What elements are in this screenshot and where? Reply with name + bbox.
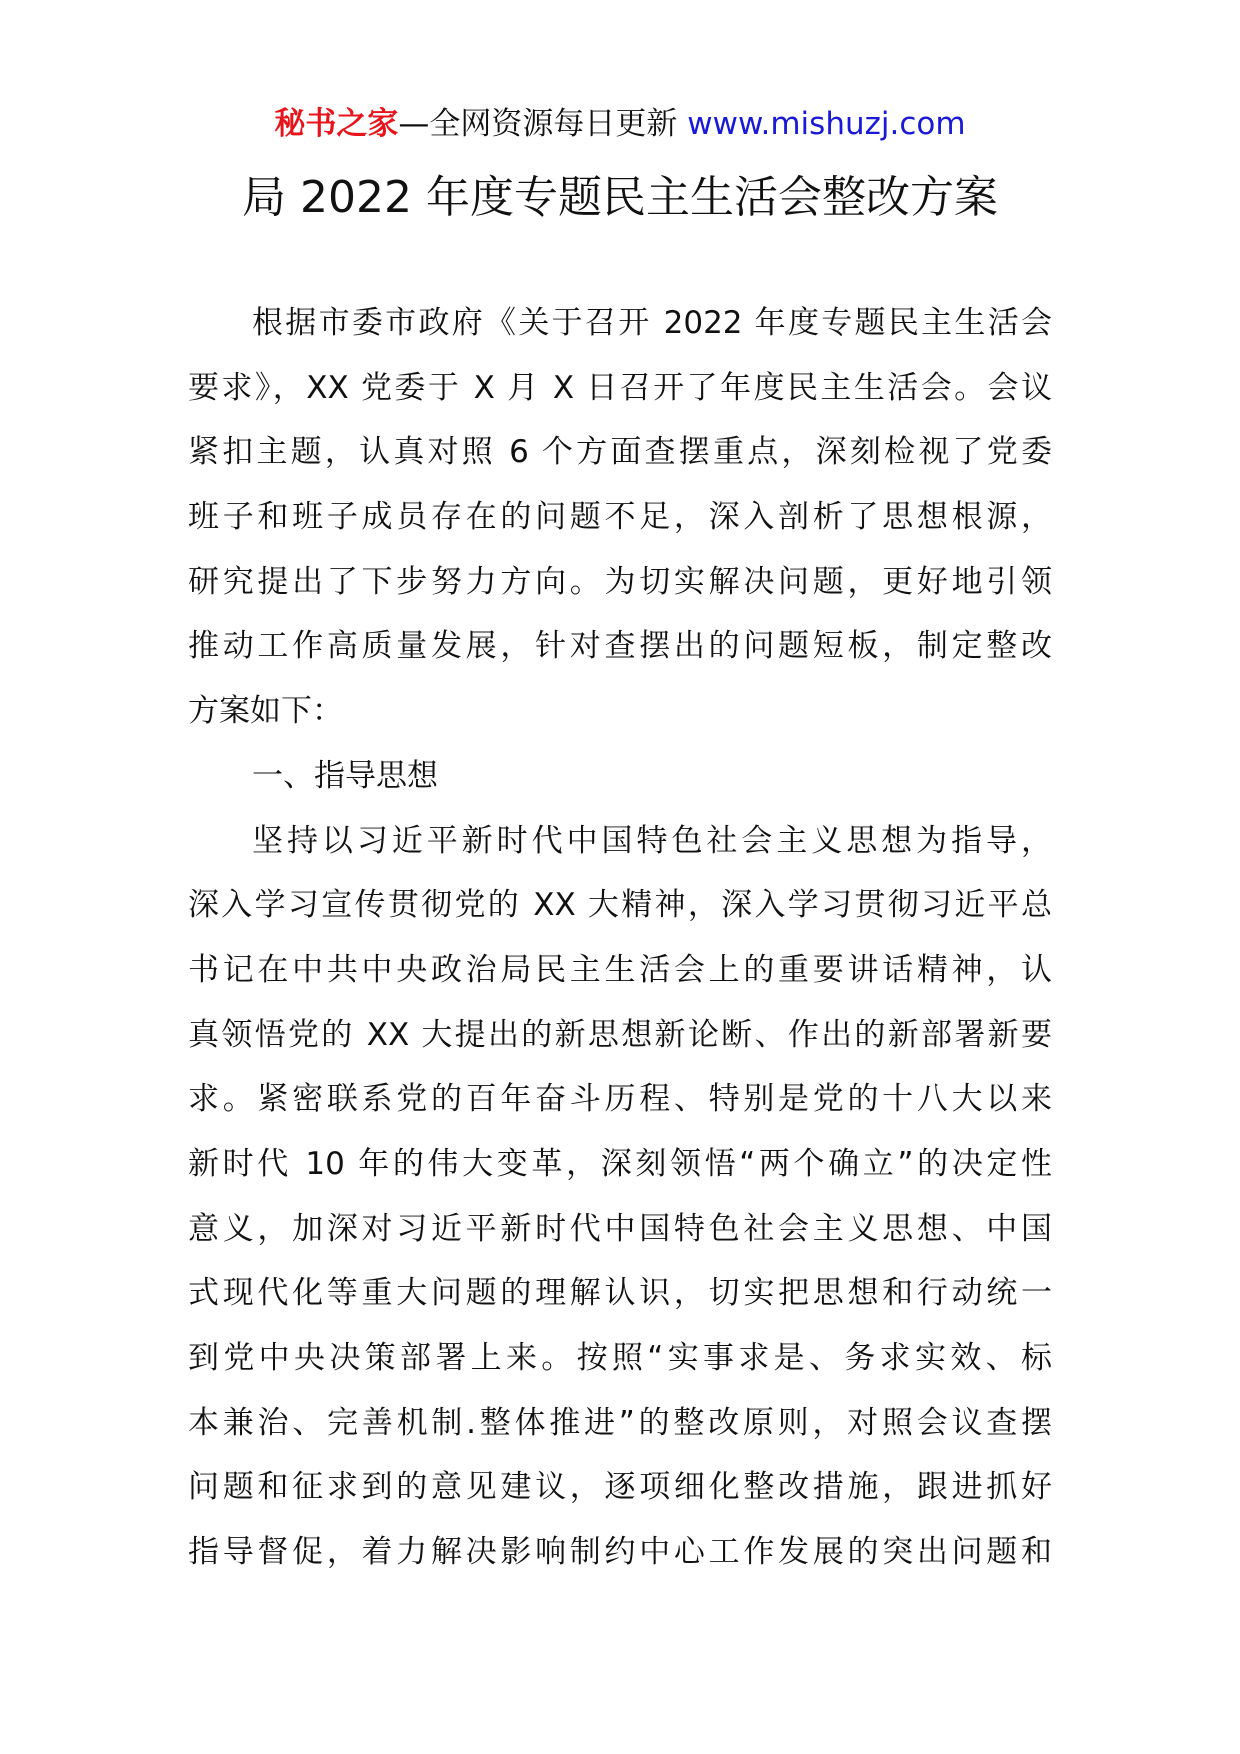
paragraph-line: 根据市委市政府《关于召开 2022 年度专题民主生活会: [252, 305, 1052, 341]
paragraph-line: 班子和班子成员存在的问题不足，深入剖析了思想根源，: [188, 499, 1052, 536]
paragraph-line: 式现代化等重大问题的理解认识，切实把思想和行动统一: [188, 1275, 1052, 1312]
paragraph-line: 意义，加深对习近平新时代中国特色社会主义思想、中国: [188, 1210, 1052, 1247]
paragraph-line: 指导督促，着力解决影响制约中心工作发展的突出问题和: [188, 1534, 1052, 1571]
paragraph-line: 研究提出了下步努力方向。为切实解决问题，更好地引领: [188, 563, 1052, 600]
paragraph-line: 本兼治、完善机制.整体推进”的整改原则，对照会议查摆: [188, 1404, 1052, 1441]
paragraph-line: 真领悟党的 XX 大提出的新思想新论断、作出的新部署新要: [188, 1016, 1052, 1053]
paragraph-line: 新时代 10 年的伟大变革，深刻领悟“两个确立”的决定性: [188, 1145, 1052, 1182]
paragraph-line: 方案如下：: [188, 693, 343, 730]
paragraph-line: 紧扣主题，认真对照 6 个方面查摆重点，深刻检视了党委: [188, 434, 1052, 471]
paragraph-line: 书记在中共中央政治局民主生活会上的重要讲话精神，认: [188, 951, 1052, 988]
paragraph-line: 深入学习宣传贯彻党的 XX 大精神，深入学习贯彻习近平总: [188, 887, 1052, 924]
brand-name: 秘书之家: [274, 106, 399, 142]
site-header: [0, 102, 1240, 146]
paragraph-line: 问题和征求到的意见建议，逐项细化整改措施，跟进抓好: [188, 1469, 1052, 1506]
paragraph-line: 要求》，XX 党委于 X 月 X 日召开了年度民主生活会。会议: [188, 369, 1052, 406]
document-title: 局 2022 年度专题民主生活会整改方案: [242, 172, 998, 223]
site-url-link[interactable]: www.mishuzj.com: [687, 106, 966, 142]
section-heading: 一、指导思想: [252, 757, 438, 794]
paragraph-line: 坚持以习近平新时代中国特色社会主义思想为指导，: [252, 822, 1052, 859]
header-tagline: —全网资源每日更新: [398, 106, 678, 142]
paragraph-line: 到党中央决策部署上来。按照“实事求是、务求实效、标: [188, 1340, 1052, 1376]
paragraph-line: 推动工作高质量发展，针对查摆出的问题短板，制定整改: [188, 628, 1052, 665]
paragraph-line: 求。紧密联系党的百年奋斗历程、特别是党的十八大以来: [188, 1081, 1052, 1118]
document-body: [188, 291, 1052, 1585]
